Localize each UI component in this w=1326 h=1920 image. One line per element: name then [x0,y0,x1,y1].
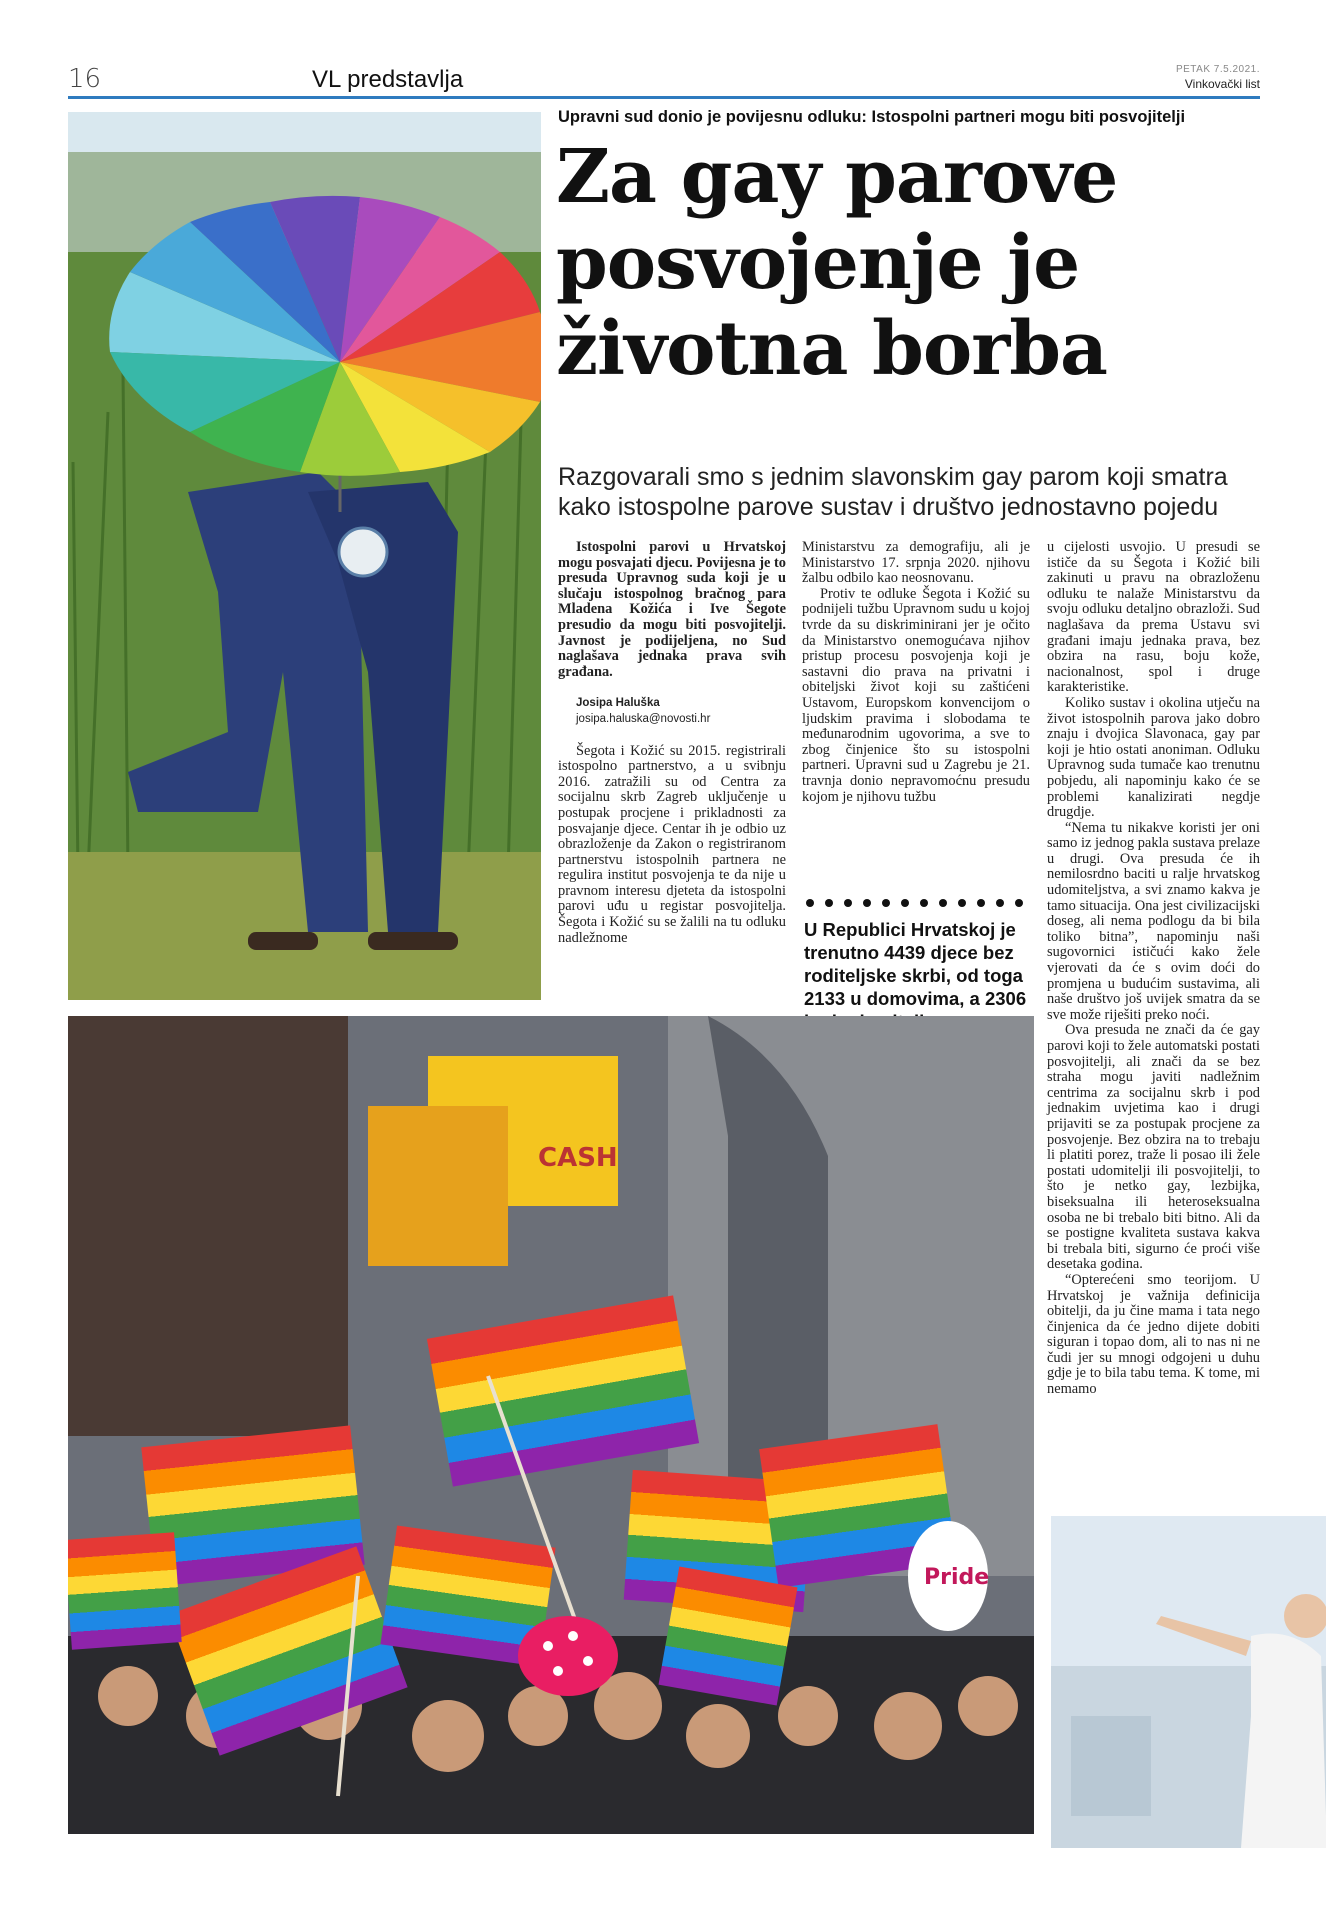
shotgun-wedding-ring-sign [339,528,387,576]
fact-box-dot-rule [804,896,1028,910]
body-paragraph: “Opterećeni smo teorijom. U Hrvatskoj je važnija definicija obitelji, da ju čine mama i tata nego činjenica da će jedno dijete dobiti siguran i topao dom, ali to nas ni ne čudi jer su mnogi odgojeni u duhu gdje je to bila tabu tema. K tome, mi nemamo [1047,1271,1260,1398]
body-column-2 [802,540,1030,805]
article-kicker: Upravni sud donio je povijesnu odluku: Istospolni partneri mogu biti posvojitelji [558,108,1186,126]
fact-box: U Republici Hrvatskoj je trenutno 4439 djece bez roditeljske skrbi, od toga 2133 u domovima, a 2306 [804,919,1027,1009]
header-rule [68,96,1260,99]
body-paragraph: u cijelosti usvojio. U presudi se ističe da su Šegota i Kožić bili zakinuti u pravu na obrazloženu odluku te nalaže Ministarstvu da svoju odluku detaljno obrazloži. Sud naglašava da prema Ustavu svi građani imaju jednaka prava, bez obzira na rasu, boju kože, nacionalnost, spol i druge karakteristike. [1047,539,1260,696]
body-column-1 [558,540,786,946]
body-paragraph: Ova presuda ne znači da će gay parovi koji to žele automatski postati posvojitelji, ali znači da se bez straha mogu javiti nadležnim centrima za socijalnu skrb i pod jednakim uvjetima kao i drugi prijaviti se za postupak procjene za posvojenje. Bez obzira na to trebaju li platiti porez, traže li posao ili žele postati udomitelji ili posvojitelji, to što je netko gay, lezbijka, biseksualna ili heteroseksualna osoba ne bi trebalo biti bitno. Ali da se postigne kvaliteta sustava kakva bi trebala biti, sigurno će proći više desetaka godina. [1047,1022,1261,1273]
page-number: 16 [68,64,102,94]
issue-date: PETAK 7.5.2021. [1175,64,1260,75]
cash-sign: CASH [538,1143,618,1173]
pride-sign: Pride [924,1565,990,1590]
body-paragraph: Šegota i Kožić su 2015. registrirali istospolno partnerstvo, a u svibnju 2016. zatražili su od Centra za socijalnu skrb Zagreb uključenje u postupak procjene i prikladnosti za posvajanje djece. Centar ih je odbio uz obrazloženje da Zakon o registriranom partnerstvu istospolnih partnera ne regulira institut posvojenja te da nije u pravnom interesu djeteta da istospolni parovi uđu u registar posvojitelja. Šegota i Kožić su se žalili na tu odluku nadležnome [558,742,786,946]
body-paragraph: Ministarstvu za demografiju, ali je Ministarstvo 17. srpnja 2020. njihovu žalbu odbilo kao neosnovanu. [802,539,1030,587]
author-email: josipa.haluska@novosti.hr [576,712,711,725]
article-deck: Razgovarali smo s jednim slavonskim gay parom koji smatra kako istospolne parove sustav i društvo jednostavno pojedu [558,463,1228,521]
publication-name: Vinkovački list [1184,77,1260,91]
body-paragraph: Koliko sustav i okolina utječu na život istospolnih parova jako dobro znaju i dvojica Slavonaca, gay par koji je htio ostati anoniman. Odluku Upravnog suda tumače kao trenutnu pobjedu, ali napominju kako će se problemi kanalizirati negdje drugdje. [1047,694,1260,821]
body-paragraph: “Nema tu nikakve koristi jer oni samo iz jednog pakla sustava prelaze u drugi. Ova presuda će ih nemilosrdno baciti u ralje hrvatskog udomiteljstva, a svi znamo kakva je tamo situacija. Ona jest civilizacijski doseg, ali nema podlogu da bi bila toliko bitna”, napominju naši sugovornici ističući kako žele vjerovati da će s ovim doći do promjena u budućim sustavima, ali naše društvo još uvijek smatra da se sve može riješiti preko noći. [1047,819,1260,1023]
umbrella-couple-photo [68,112,541,1000]
child-outstretched-arms-photo [1051,1516,1326,1848]
body-column-3 [1047,540,1260,1398]
author-name: Josipa Haluška [576,697,660,710]
pride-parade-photo [68,1016,1034,1834]
article-lead: Istospolni parovi u Hrvatskoj mogu posvajati djecu. Povijesna je to presuda Upravnog suda koji je u slučaju istospolnog bračnog para Mladena Kožića i Ive Šegote presudio da mogu biti posvojitelji. Javnost je podijeljena, no Sud naglašava jednaka prava svih građana. [558,539,786,680]
article-headline: Za gay parove posvojenje je životna borba [556,134,1118,392]
page-header [68,64,1260,98]
section-title: VL predstavlja [312,66,464,93]
body-paragraph: Protiv te odluke Šegota i Kožić su podnijeli tužbu Upravnom sudu u kojoj tvrde da su diskriminirani jer je očito da Ministarstvo onemogućava njihov pristup procesu posvojenja koji je sastavni dio prava na privatni i obiteljski život koji su zaštićeni Ustavom, Europskom konvencijom o ljudskim pravima i slobodama te međunarodnim ugovorima, a sve to zbog činjenice što su istospolni partneri. Upravni sud u Zagrebu je 21. travnja donio nepravomoćnu presudu kojom je njihovu tužbu [802,585,1030,805]
